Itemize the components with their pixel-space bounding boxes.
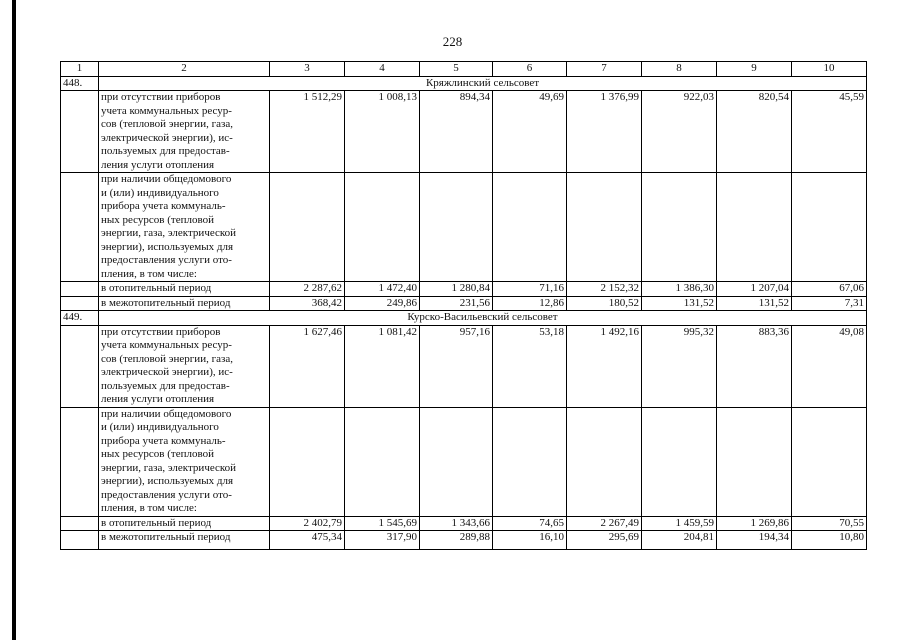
value-cell-col-9: 820,54 — [717, 91, 792, 173]
value-cell-col-3 — [270, 173, 345, 282]
section-number: 448. — [61, 76, 99, 91]
value-cell-col-5: 231,56 — [420, 296, 493, 311]
value-cell-col-4 — [345, 407, 420, 516]
value-cell-col-10: 67,06 — [792, 282, 867, 297]
table-body — [61, 62, 867, 550]
value-cell-col-6: 71,16 — [493, 282, 567, 297]
row-label: в отопительный период — [99, 516, 270, 531]
value-cell-col-9: 1 207,04 — [717, 282, 792, 297]
column-header-7: 7 — [567, 62, 642, 77]
value-cell-col-7 — [567, 407, 642, 516]
section-number: 449. — [61, 311, 99, 326]
row-label: при отсутствии приборов учета коммунальных ресур- сов (тепловой энергии, газа, электрической энергии), ис- пользуемых для предостав- ления услуги отопления — [99, 91, 270, 173]
value-cell-col-3: 475,34 — [270, 531, 345, 550]
section-header-row — [61, 311, 867, 326]
value-cell-col-6: 49,69 — [493, 91, 567, 173]
row-number-cell — [61, 325, 99, 407]
column-header-4: 4 — [345, 62, 420, 77]
row-label: в межотопительный период — [99, 531, 270, 550]
value-cell-col-9 — [717, 407, 792, 516]
column-header-9: 9 — [717, 62, 792, 77]
value-cell-col-10: 49,08 — [792, 325, 867, 407]
value-cell-col-7: 1 376,99 — [567, 91, 642, 173]
value-cell-col-8 — [642, 407, 717, 516]
value-cell-col-4: 1 008,13 — [345, 91, 420, 173]
value-cell-col-8 — [642, 173, 717, 282]
value-cell-col-3: 2 287,62 — [270, 282, 345, 297]
table-row — [61, 91, 867, 173]
value-cell-col-9: 1 269,86 — [717, 516, 792, 531]
table-row — [61, 282, 867, 297]
row-number-cell — [61, 296, 99, 311]
section-name: Кряжлинский сельсовет — [99, 76, 867, 91]
column-header-8: 8 — [642, 62, 717, 77]
value-cell-col-9 — [717, 173, 792, 282]
value-cell-col-10: 10,80 — [792, 531, 867, 550]
value-cell-col-10: 45,59 — [792, 91, 867, 173]
column-header-5: 5 — [420, 62, 493, 77]
value-cell-col-10 — [792, 407, 867, 516]
table-row — [61, 531, 867, 550]
value-cell-col-3 — [270, 407, 345, 516]
column-header-2: 2 — [99, 62, 270, 77]
column-header-1: 1 — [61, 62, 99, 77]
column-header-10: 10 — [792, 62, 867, 77]
row-number-cell — [61, 516, 99, 531]
table-row — [61, 407, 867, 516]
value-cell-col-7: 180,52 — [567, 296, 642, 311]
value-cell-col-5: 1 280,84 — [420, 282, 493, 297]
row-label: при наличии общедомового и (или) индивидуального прибора учета коммуналь- ных ресурсов (тепловой энергии, газа, электрической энергии), используемых для предоставления услуги ото- пления, в том числе: — [99, 407, 270, 516]
value-cell-col-4: 1 472,40 — [345, 282, 420, 297]
column-header-6: 6 — [493, 62, 567, 77]
value-cell-col-6 — [493, 407, 567, 516]
value-cell-col-4 — [345, 173, 420, 282]
value-cell-col-4: 1 081,42 — [345, 325, 420, 407]
value-cell-col-3: 368,42 — [270, 296, 345, 311]
value-cell-col-7 — [567, 173, 642, 282]
value-cell-col-3: 2 402,79 — [270, 516, 345, 531]
left-margin-bar — [12, 0, 16, 640]
value-cell-col-8: 995,32 — [642, 325, 717, 407]
value-cell-col-6: 74,65 — [493, 516, 567, 531]
section-header-row — [61, 76, 867, 91]
value-cell-col-4: 249,86 — [345, 296, 420, 311]
row-number-cell — [61, 91, 99, 173]
tariff-table — [60, 61, 867, 550]
row-label: при отсутствии приборов учета коммунальных ресур- сов (тепловой энергии, газа, электрической энергии), ис- пользуемых для предостав- ления услуги отопления — [99, 325, 270, 407]
table-row — [61, 173, 867, 282]
value-cell-col-7: 2 152,32 — [567, 282, 642, 297]
row-label: в отопительный период — [99, 282, 270, 297]
row-number-cell — [61, 531, 99, 550]
value-cell-col-8: 1 459,59 — [642, 516, 717, 531]
value-cell-col-5: 894,34 — [420, 91, 493, 173]
value-cell-col-10 — [792, 173, 867, 282]
table-row — [61, 516, 867, 531]
value-cell-col-5 — [420, 173, 493, 282]
value-cell-col-10: 7,31 — [792, 296, 867, 311]
value-cell-col-9: 131,52 — [717, 296, 792, 311]
value-cell-col-7: 1 492,16 — [567, 325, 642, 407]
value-cell-col-5: 289,88 — [420, 531, 493, 550]
value-cell-col-9: 883,36 — [717, 325, 792, 407]
value-cell-col-4: 1 545,69 — [345, 516, 420, 531]
value-cell-col-10: 70,55 — [792, 516, 867, 531]
value-cell-col-8: 922,03 — [642, 91, 717, 173]
value-cell-col-4: 317,90 — [345, 531, 420, 550]
value-cell-col-7: 295,69 — [567, 531, 642, 550]
value-cell-col-5 — [420, 407, 493, 516]
value-cell-col-5: 1 343,66 — [420, 516, 493, 531]
value-cell-col-6: 53,18 — [493, 325, 567, 407]
value-cell-col-6: 16,10 — [493, 531, 567, 550]
column-header-row — [61, 62, 867, 77]
page-number: 228 — [442, 34, 463, 49]
value-cell-col-9: 194,34 — [717, 531, 792, 550]
value-cell-col-5: 957,16 — [420, 325, 493, 407]
table-row — [61, 296, 867, 311]
value-cell-col-3: 1 627,46 — [270, 325, 345, 407]
row-number-cell — [61, 282, 99, 297]
column-header-3: 3 — [270, 62, 345, 77]
row-number-cell — [61, 173, 99, 282]
value-cell-col-6: 12,86 — [493, 296, 567, 311]
value-cell-col-8: 204,81 — [642, 531, 717, 550]
value-cell-col-8: 131,52 — [642, 296, 717, 311]
value-cell-col-3: 1 512,29 — [270, 91, 345, 173]
section-name: Курско-Васильевский сельсовет — [99, 311, 867, 326]
table-row — [61, 325, 867, 407]
value-cell-col-7: 2 267,49 — [567, 516, 642, 531]
row-number-cell — [61, 407, 99, 516]
value-cell-col-6 — [493, 173, 567, 282]
value-cell-col-8: 1 386,30 — [642, 282, 717, 297]
row-label: в межотопительный период — [99, 296, 270, 311]
row-label: при наличии общедомового и (или) индивидуального прибора учета коммуналь- ных ресурсов (тепловой энергии, газа, электрической энергии), используемых для предоставления услуги ото- пления, в том числе: — [99, 173, 270, 282]
